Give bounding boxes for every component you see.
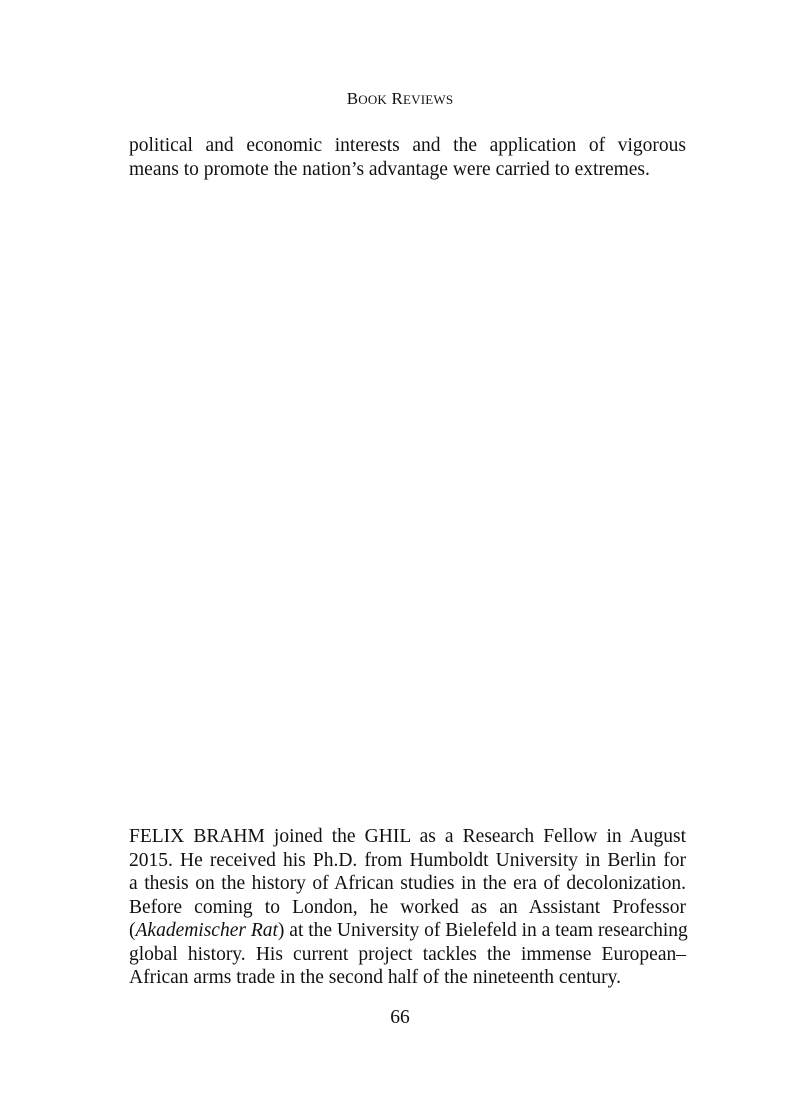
page-number: 66 [390,1007,410,1028]
running-header-initial-1: B [346,89,359,108]
text-line: 2015. He received his Ph.D. from Humboldt University in Berlin for [129,849,686,871]
running-header [0,89,800,109]
running-header-initial-2: R [391,89,403,108]
text-line: political and economic interests and the application of vigorous [129,135,686,156]
text-line: a thesis on the history of African studies in the era of decolonization. [129,873,686,894]
text-fragment: ) at the University of Bielefeld in a team researching [277,920,688,941]
continuation-paragraph [129,134,686,181]
text-line: FELIX BRAHM joined the GHIL as a Research Fellow in August [129,826,686,847]
text-line: Before coming to London, he worked as an Assistant Professor [129,896,686,918]
author-bio-paragraph [129,825,686,990]
text-line-with-italic [129,919,686,943]
running-header-rest-2: EVIEWS [403,92,454,107]
text-line: means to promote the nation’s advantage were carried to extremes. [129,158,650,180]
open-paren: ( [129,920,136,941]
running-header-rest-1: OOK [358,92,387,107]
text-line: African arms trade in the second half of the nineteenth century. [129,967,621,988]
text-line: global history. His current project tackles the immense European– [129,943,686,965]
italic-term: Akademischer Rat [135,920,278,941]
